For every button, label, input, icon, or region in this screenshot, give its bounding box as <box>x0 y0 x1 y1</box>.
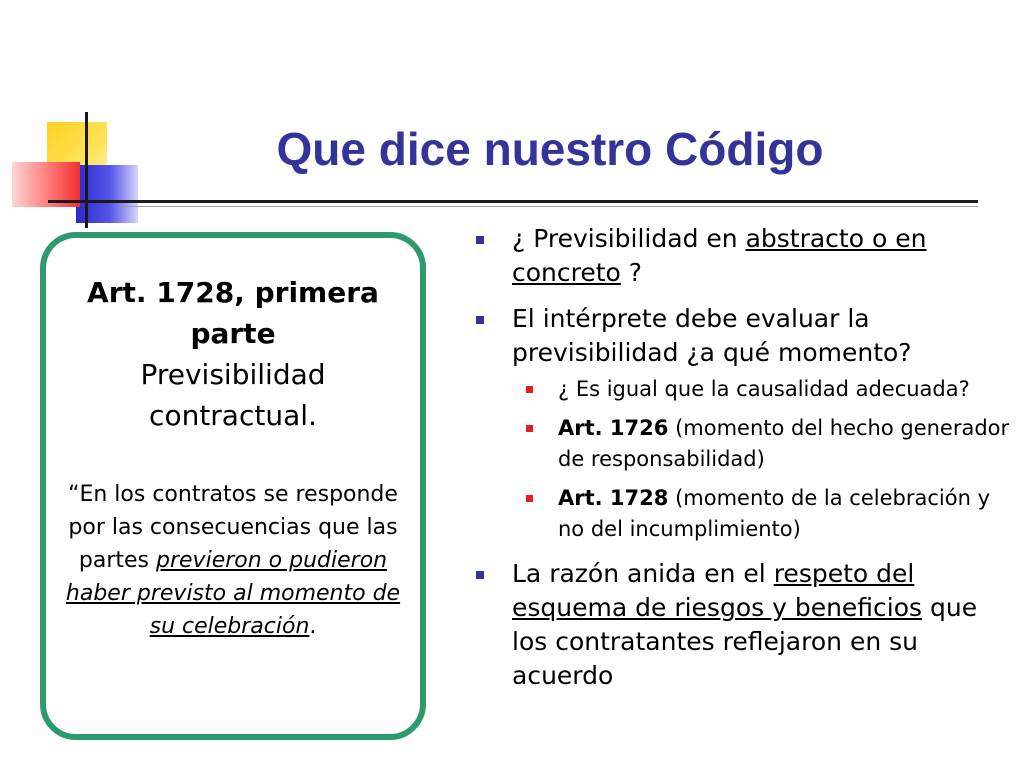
bullet-underlined-text: abstracto o en concreto <box>512 224 927 287</box>
sub-bullet-item <box>512 374 1010 405</box>
sub-bullet-text: ¿ Es igual que la causalidad adecuada? <box>558 377 970 401</box>
sub-bullet-item <box>512 483 1010 545</box>
square-bullet-icon <box>476 236 484 244</box>
article-heading: Art. 1728, primera parte <box>87 276 379 350</box>
bullet-item <box>470 222 1010 290</box>
bullet-text: ¿ Previsibilidad en <box>512 224 746 253</box>
decor-vertical-line <box>85 112 88 228</box>
square-bullet-icon <box>476 571 484 579</box>
article-box <box>40 232 426 740</box>
square-bullet-icon <box>476 316 484 324</box>
bullet-list <box>470 222 1010 705</box>
bullet-text: La razón anida en el <box>512 559 774 588</box>
bullet-item <box>470 557 1010 693</box>
article-quote <box>64 478 402 643</box>
sub-bullet-text: (momento del hecho generador de responsabilidad) <box>558 416 1010 471</box>
quote-emphasis: previeron o pudieron haber previsto al momento de su celebración <box>65 548 401 639</box>
title-underline-thin <box>120 206 978 207</box>
bullet-item <box>470 302 1010 545</box>
sub-bullet-bold: Art. 1728 <box>558 486 669 510</box>
bullet-text: El intérprete debe evaluar la previsibilidad ¿a qué momento? <box>512 304 912 367</box>
quote-text-end: . <box>309 614 317 639</box>
article-subheading: Previsibilidad contractual. <box>140 358 326 432</box>
small-square-bullet-icon <box>526 495 533 502</box>
bullet-text-end: ? <box>620 258 643 287</box>
bullet-underlined-text: respeto del esquema de riesgos y beneficios <box>512 559 923 622</box>
small-square-bullet-icon <box>526 386 533 393</box>
slide-title: Que dice nuestro Código <box>276 123 824 175</box>
sub-bullet-list <box>512 374 1010 545</box>
sub-bullet-item <box>512 413 1010 475</box>
sub-bullet-bold: Art. 1726 <box>558 416 669 440</box>
bullet-text-end: que los contratantes reflejaron en su acuerdo <box>512 593 978 690</box>
quote-text-start: “En los contratos se responde por las consecuencias que las partes <box>68 482 398 573</box>
small-square-bullet-icon <box>526 425 533 432</box>
title-underline <box>48 200 978 203</box>
sub-bullet-text: (momento de la celebración y no del incumplimiento) <box>558 486 991 541</box>
